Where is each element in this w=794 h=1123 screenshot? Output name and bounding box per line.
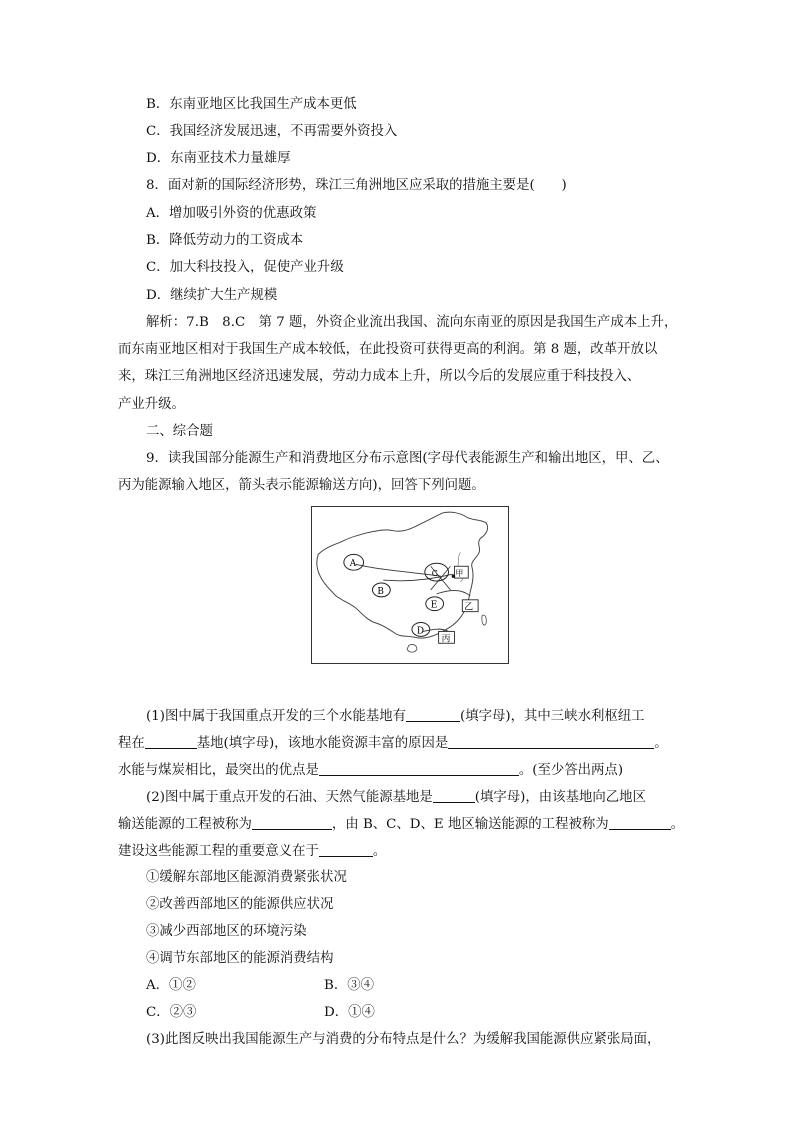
analysis-line-1: 解析：7.B 8.C 第 7 题，外资企业流出我国、流向东南亚的原因是我国生产成本上升， [146, 315, 678, 330]
sub1-line-2 [118, 734, 668, 753]
sub1-text-b: (填字母)，其中三峡水利枢纽工 [460, 709, 645, 724]
analysis-line-4: 产业升级。 [118, 397, 185, 412]
q8-stem: 8．面对新的国际经济形势，珠江三角洲地区应采取的措施主要是( ) [146, 178, 567, 193]
sub2-line-3 [118, 842, 386, 861]
q8-option-b: B．降低劳动力的工资成本 [146, 233, 304, 248]
map-label-yi: 乙 [464, 602, 474, 613]
q7-option-d: D．东南亚技术力量雄厚 [146, 151, 291, 166]
choice-c: C．②③ [146, 1005, 197, 1020]
statement-4: ④调节东部地区的能源消费结构 [146, 951, 334, 966]
sub1-text-f: 水能与煤炭相比，最突出的优点是 [118, 763, 319, 778]
china-outline-map [312, 507, 508, 663]
answer-blank[interactable] [609, 815, 671, 830]
sub1-line-3 [118, 761, 623, 780]
sub2-line-1 [146, 788, 646, 807]
map-label-a: A [349, 559, 357, 570]
answer-blank[interactable] [319, 761, 519, 776]
sub2-line-2 [118, 815, 684, 834]
sub2-text-b: (填字母)，由该基地向乙地区 [474, 790, 646, 805]
sub1-line-1 [146, 707, 645, 726]
map-label-b: B [377, 586, 384, 597]
choice-d: D．①④ [324, 1005, 375, 1020]
analysis-line-2: 而东南亚地区相对于我国生产成本较低，在此投资可获得更高的利润。第 8 题，改革开放以 [118, 342, 658, 357]
sub2-text-a: (2)图中属于重点开发的石油、天然气能源基地是 [146, 790, 433, 805]
sub1-text-e: 。 [654, 736, 668, 751]
map-label-bing: 丙 [441, 634, 451, 645]
sub2-text-e: 。 [670, 817, 685, 832]
q8-option-c: C．加大科技投入，促使产业升级 [146, 260, 344, 275]
map-label-jia: 甲 [455, 569, 464, 579]
q8-option-d: D．继续扩大生产规模 [146, 288, 278, 303]
statement-1: ①缓解东部地区能源消费紧张状况 [146, 870, 347, 885]
sub2-text-c: 输送能源的工程被称为 [118, 817, 252, 832]
map-label-c: C [431, 569, 438, 579]
q9-stem-line-1: 9．读我国部分能源生产和消费地区分布示意图(字母代表能源生产和输出地区，甲、乙、 [146, 451, 669, 466]
answer-blank[interactable] [433, 788, 475, 803]
statement-2: ②改善西部地区的能源供应状况 [146, 897, 334, 912]
q9-stem-line-2: 丙为能源输入地区，箭头表示能源输送方向)，回答下列问题。 [118, 478, 485, 493]
section-title: 二、综合题 [146, 424, 213, 439]
answer-blank[interactable] [319, 842, 373, 857]
sub1-text-c: 程在 [118, 736, 145, 751]
analysis-line-3: 来，珠江三角洲地区经济迅速发展，劳动力成本上升，所以今后的发展应重于科技投入、 [118, 369, 641, 384]
sub1-text-a: (1)图中属于我国重点开发的三个水能基地有 [146, 709, 406, 724]
map-label-e: E [430, 600, 438, 611]
energy-distribution-map [311, 506, 509, 664]
answer-blank[interactable] [145, 734, 197, 749]
sub3-line-1: (3)此图反映出我国能源生产与消费的分布特点是什么？为缓解我国能源供应紧张局面， [146, 1032, 661, 1047]
sub1-text-g: 。(至少答出两点) [518, 763, 624, 778]
sub2-text-g: 。 [372, 844, 387, 859]
statement-3: ③减少西部地区的环境污染 [146, 924, 307, 939]
sub1-text-d: 基地(填字母)，该地水能资源丰富的原因是 [196, 736, 449, 751]
answer-blank[interactable] [448, 734, 654, 749]
answer-blank[interactable] [252, 815, 332, 830]
choice-a: A．①② [146, 978, 196, 993]
answer-blank[interactable] [406, 707, 460, 722]
sub2-text-d: ，由 B、C、D、E 地区输送能源的工程被称为 [331, 817, 609, 832]
map-label-d: D [416, 626, 425, 637]
sub2-text-f: 建设这些能源工程的重要意义在于 [118, 844, 319, 859]
choice-b: B．③④ [324, 978, 375, 993]
q7-option-c: C．我国经济发展迅速，不再需要外资投入 [146, 124, 398, 139]
q7-option-b: B．东南亚地区比我国生产成本更低 [146, 97, 357, 112]
q8-option-a: A．增加吸引外资的优惠政策 [146, 206, 317, 221]
